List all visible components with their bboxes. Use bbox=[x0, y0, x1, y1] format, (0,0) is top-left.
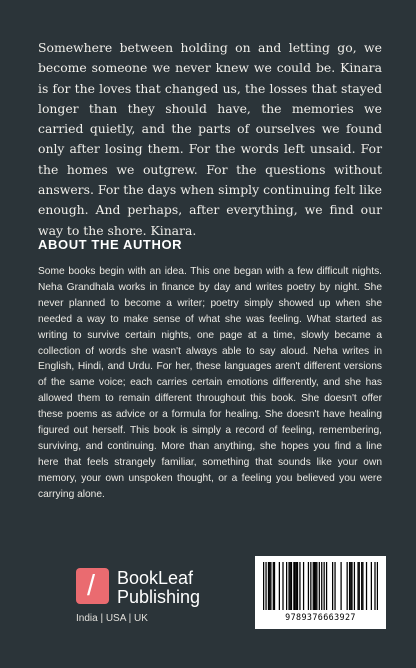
barcode-bar bbox=[303, 562, 304, 610]
publisher-name-line1: BookLeaf bbox=[117, 568, 194, 588]
barcode-bar bbox=[279, 562, 280, 610]
barcode-bar bbox=[340, 562, 341, 610]
publisher-name-line2: Publishing bbox=[117, 587, 201, 607]
barcode-bar bbox=[291, 562, 292, 610]
barcode-bar bbox=[313, 562, 314, 610]
barcode-bars bbox=[263, 562, 378, 610]
barcode-bar bbox=[366, 562, 367, 610]
barcode-bar bbox=[286, 562, 287, 610]
barcode-bar bbox=[296, 562, 297, 610]
barcode-bar bbox=[274, 562, 275, 610]
barcode-bar bbox=[265, 562, 266, 610]
barcode-bar bbox=[357, 562, 358, 610]
barcode-bar bbox=[354, 562, 355, 610]
barcode-bar bbox=[270, 562, 271, 610]
barcode-bar bbox=[315, 562, 316, 610]
barcode-bar bbox=[319, 562, 320, 610]
barcode-bar bbox=[326, 562, 327, 610]
barcode-bar bbox=[308, 562, 309, 610]
barcode-bar bbox=[351, 562, 352, 610]
barcode-bar bbox=[316, 562, 317, 610]
barcode-bar bbox=[288, 562, 289, 610]
isbn-barcode bbox=[255, 556, 386, 629]
barcode-bar bbox=[297, 562, 298, 610]
author-bio: Some books begin with an idea. This one began with a few difficult nights. Neha Grandhala works in finance by day and writes poetry by night. She never planned to become a writer; poetry simply showed up when she needed a way to make sense of what she was feeling. What started as writing to survive certain nights, one page at a time, slowly became a collection of words she wasn't always able to say aloud. Neha writes in English, Hindi, and Urdu. For her, these languages aren't different versions of the same voice; each carries certain emotions differently, and she has allowed them to remain different throughout this book. She doesn't offer these poems as advice or a formula for healing. She doesn't have healing figured out herself. This book is simply a record of feeling, remembering, surviving, and continuing. More than anything, she hopes you find a line here that feels strangely familiar, something that sounds like your own memory, your own unspoken thought, or a feeling you believed you were carrying alone. bbox=[38, 266, 382, 500]
barcode-bar bbox=[359, 562, 360, 610]
barcode-bar bbox=[269, 562, 270, 610]
barcode-bar bbox=[293, 562, 294, 610]
barcode-bar bbox=[263, 562, 264, 610]
barcode-bar bbox=[314, 562, 315, 610]
barcode-bar bbox=[310, 562, 311, 610]
publisher-logo-mark bbox=[76, 568, 109, 604]
isbn-number: 9789376663927 bbox=[285, 612, 356, 622]
barcode-bar bbox=[324, 562, 325, 610]
back-cover-blurb: Somewhere between holding on and letting go, we become someone we never knew we could be. Kinara is for the loves that changed us, the losses that stayed longer than they should have, the memories we carried quietly, and the parts of ourselves we found only after losing them. For the words left unsaid. For the homes we outgrew. For the questions without answers. For the days when simply continuing felt like enough. And perhaps, after everything, we find our way to the shore. Kinara. bbox=[38, 40, 382, 238]
barcode-bar bbox=[332, 562, 333, 610]
barcode-bar bbox=[299, 562, 300, 610]
barcode-bar bbox=[374, 562, 375, 610]
barcode-bar bbox=[377, 562, 378, 610]
about-the-author-heading: ABOUT THE AUTHOR bbox=[38, 237, 183, 252]
publisher-regions: India | USA | UK bbox=[76, 613, 148, 624]
barcode-bar bbox=[282, 562, 283, 610]
barcode-bar bbox=[290, 562, 291, 610]
barcode-bar bbox=[362, 562, 363, 610]
barcode-bar bbox=[294, 562, 295, 610]
slash-icon: / bbox=[87, 570, 96, 602]
barcode-bar bbox=[334, 562, 335, 610]
barcode-bar bbox=[273, 562, 274, 610]
barcode-bar bbox=[347, 562, 348, 610]
barcode-bar bbox=[371, 562, 372, 610]
barcode-bar bbox=[268, 562, 269, 610]
barcode-bar bbox=[361, 562, 362, 610]
barcode-bar bbox=[350, 562, 351, 610]
barcode-bar bbox=[321, 562, 322, 610]
barcode-bar bbox=[349, 562, 350, 610]
